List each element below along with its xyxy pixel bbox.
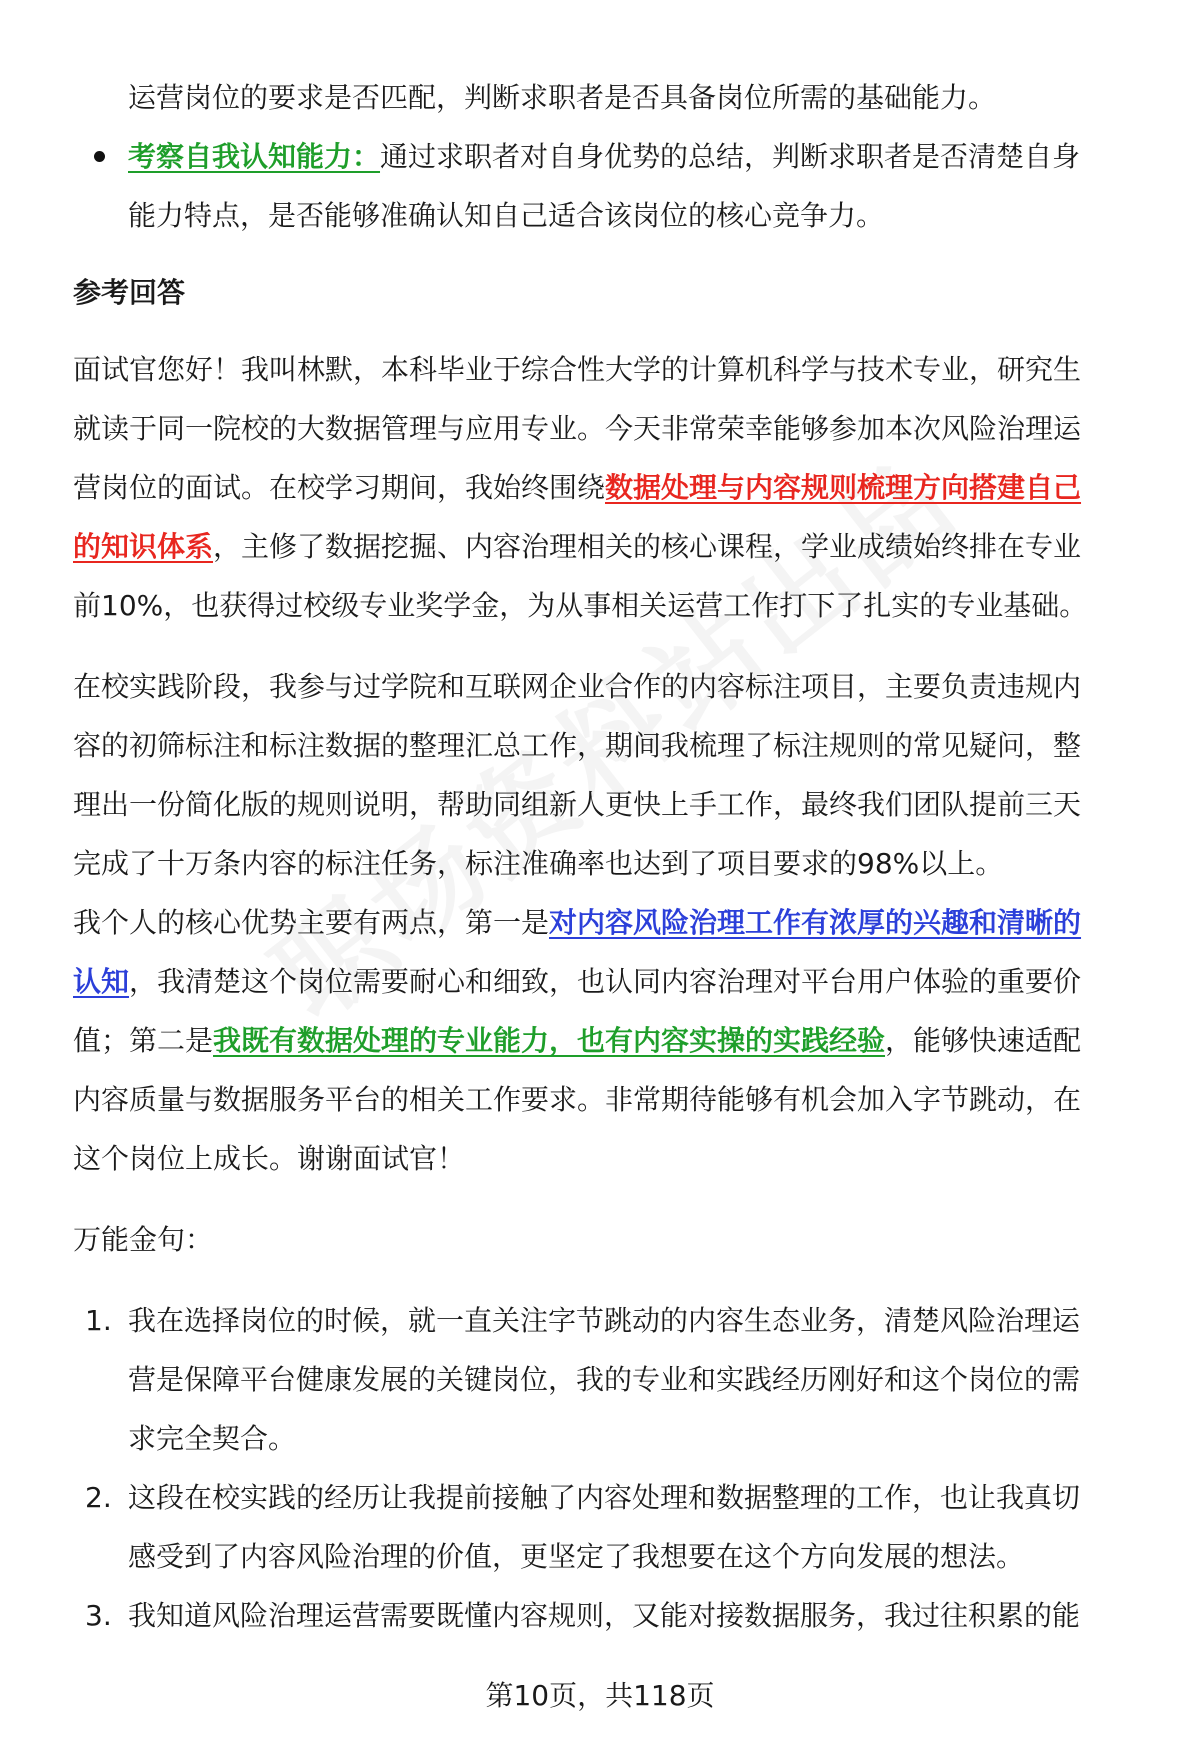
p3-line-3: [73, 1011, 1145, 1070]
p1-line-4: [73, 517, 1145, 576]
bullet-item: [73, 127, 1145, 245]
bullet-text: 通过求职者对自身优势的总结，判断求职者是否清楚自身: [380, 140, 1081, 173]
page-content: [73, 68, 1145, 1645]
bullet-dot-icon: [94, 151, 105, 162]
bullet-line-2: 能力特点，是否能够准确认知自己适合该岗位的核心竞争力。: [128, 199, 885, 232]
section-heading: 参考回答: [73, 276, 186, 309]
p2-line-4: 完成了十万条内容的标注任务，标注准确率也达到了项目要求的98%以上。: [73, 847, 1004, 880]
bullet-label: 考察自我认知能力：: [128, 140, 381, 173]
intro-tail-line: 运营岗位的要求是否匹配，判断求职者是否具备岗位所需的基础能力。: [128, 81, 997, 114]
p3-text: 值；第二是: [73, 1024, 214, 1057]
p2-line-3: 理出一份简化版的规则说明，帮助同组新人更快上手工作，最终我们团队提前三天: [73, 788, 1082, 821]
p3-text: 我个人的核心优势主要有两点，第一是: [73, 906, 550, 939]
golden-sentences-title: 万能金句：: [73, 1223, 214, 1256]
list-number: 3.: [85, 1599, 112, 1632]
p1-text: 营岗位的面试。在校学习期间，我始终围绕: [73, 471, 606, 504]
list-number: 1.: [85, 1304, 112, 1337]
red-highlight: 的知识体系: [73, 530, 214, 563]
list-item-line: 求完全契合。: [128, 1422, 297, 1455]
list-number: 2.: [85, 1481, 112, 1514]
list-item-line: 我在选择岗位的时候，就一直关注字节跳动的内容生态业务，清楚风险治理运: [128, 1304, 1081, 1337]
p1-line-1: 面试官您好！我叫林默，本科毕业于综合性大学的计算机科学与技术专业，研究生: [73, 353, 1082, 386]
paragraph-2: [73, 657, 1145, 893]
paragraph-3: [73, 893, 1145, 1188]
p2-line-2: 容的初筛标注和标注数据的整理汇总工作，期间我梳理了标注规则的常见疑问，整: [73, 729, 1082, 762]
p3-line-4: 内容质量与数据服务平台的相关工作要求。非常期待能够有机会加入字节跳动，在: [73, 1083, 1082, 1116]
numbered-list: [73, 1291, 1145, 1645]
page-number-footer: 第10页，共118页: [485, 1679, 715, 1712]
p3-line-2: [73, 952, 1145, 1011]
p3-text: ，我清楚这个岗位需要耐心和细致，也认同内容治理对平台用户体验的重要价: [129, 965, 1082, 998]
list-item-line: 我知道风险治理运营需要既懂内容规则，又能对接数据服务，我过往积累的能: [128, 1599, 1081, 1632]
blue-highlight: 认知: [73, 965, 130, 998]
p1-line-5: 前10%，也获得过校级专业奖学金，为从事相关运营工作打下了扎实的专业基础。: [73, 589, 1088, 622]
list-item: [73, 1291, 1145, 1468]
list-item: [73, 1468, 1145, 1586]
list-item: [73, 1586, 1145, 1645]
blue-highlight: 对内容风险治理工作有浓厚的兴趣和清晰的: [549, 906, 1082, 939]
green-highlight: 我既有数据处理的专业能力，也有内容实操的实践经验: [213, 1024, 886, 1057]
p1-text: ，主修了数据挖掘、内容治理相关的核心课程，学业成绩始终排在专业: [213, 530, 1082, 563]
red-highlight: 数据处理与内容规则梳理方向搭建自己: [605, 471, 1082, 504]
p1-line-3: [73, 458, 1145, 517]
list-item-line: 这段在校实践的经历让我提前接触了内容处理和数据整理的工作，也让我真切: [128, 1481, 1081, 1514]
paragraph-1: [73, 340, 1145, 635]
list-item-line: 营是保障平台健康发展的关键岗位，我的专业和实践经历刚好和这个岗位的需: [128, 1363, 1081, 1396]
p2-line-1: 在校实践阶段，我参与过学院和互联网企业合作的内容标注项目，主要负责违规内: [73, 670, 1082, 703]
list-item-line: 感受到了内容风险治理的价值，更坚定了我想要在这个方向发展的想法。: [128, 1540, 1025, 1573]
p3-line-1: [73, 893, 1145, 952]
p3-line-5: 这个岗位上成长。谢谢面试官！: [73, 1142, 466, 1175]
p1-line-2: 就读于同一院校的大数据管理与应用专业。今天非常荣幸能够参加本次风险治理运: [73, 412, 1082, 445]
p3-text: ，能够快速适配: [885, 1024, 1082, 1057]
bullet-line-1: [128, 127, 1145, 186]
